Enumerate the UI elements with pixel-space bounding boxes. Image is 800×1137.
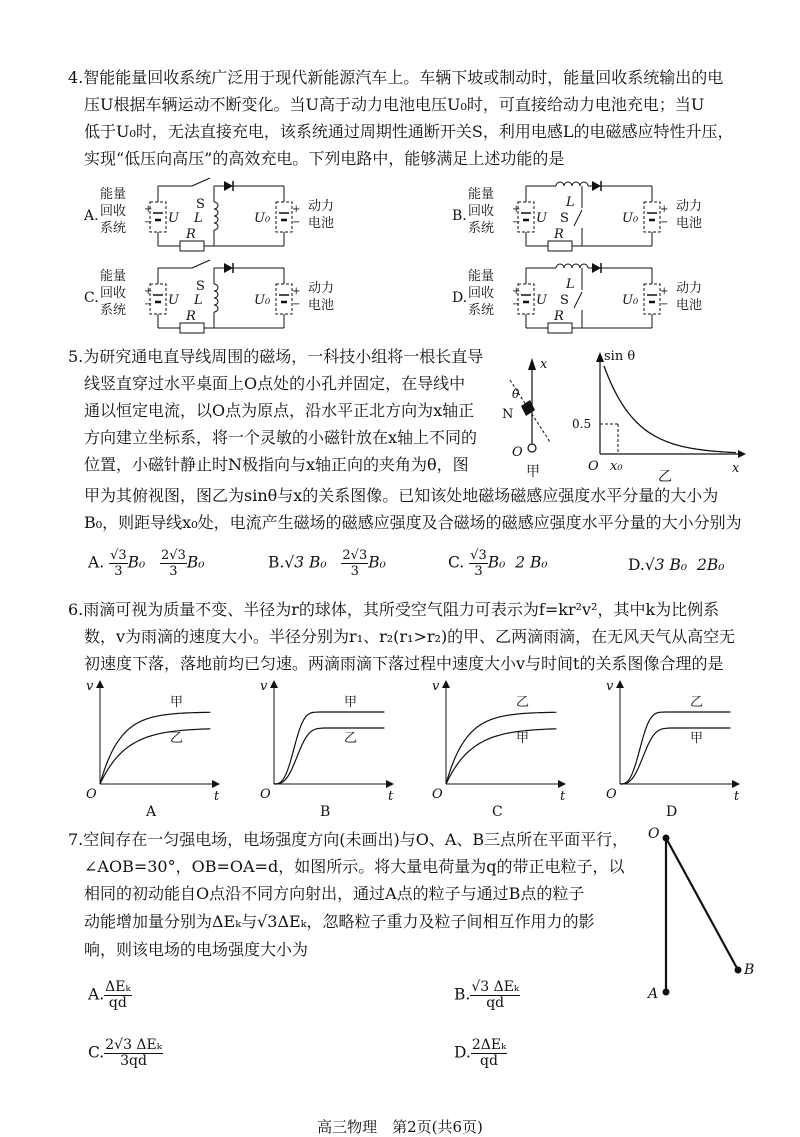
battery-label-0: 动力 (308, 199, 335, 214)
source-label-0: 能量 (100, 187, 127, 202)
q7-point-o (663, 835, 670, 842)
q5-option-a: A. $\frac{√3}{3}$ B₀ $\frac{2√3}{3}$ B₀ (88, 548, 205, 579)
source-minus: − (512, 299, 521, 310)
yi-y-label: sin θ (604, 349, 636, 364)
jia-theta-label: θ (512, 387, 520, 401)
q7-label-b: B (744, 962, 755, 978)
curve-label-bottom: 甲 (516, 731, 530, 746)
source-minus: − (144, 299, 153, 310)
source-box (150, 284, 166, 314)
battery-minus: − (660, 299, 669, 310)
graph-letter: A (146, 804, 157, 820)
v-axis-arrow (96, 680, 104, 688)
resistor (180, 323, 204, 333)
source-label-1: 回收 (468, 204, 495, 219)
switch-blade (192, 178, 210, 186)
q5-option-c: C. $\frac{√3}{3}$ B₀ 2 B₀ (448, 548, 548, 579)
resistor (548, 241, 572, 251)
battery-label-1: 电池 (308, 216, 335, 231)
v-axis-arrow (270, 680, 278, 688)
source-label-2: 系统 (100, 221, 127, 236)
source-plus: + (144, 204, 153, 215)
circuit-letter: A. (84, 208, 99, 224)
q5-option-b: B.√3 B₀ $\frac{2√3}{3}$ B₀ (268, 548, 386, 579)
battery-u0-label: U₀ (254, 293, 271, 308)
battery-u0-label: U₀ (254, 211, 271, 226)
source-u-label: U (168, 293, 179, 308)
source-u-label: U (168, 211, 179, 226)
q7-point-a (663, 989, 670, 996)
inductor (556, 264, 588, 268)
t-label: t (560, 789, 566, 804)
q7-line-1: 7.空间存在一匀强电场，电场强度方向(未画出)与O、A、B三点所在平面平行， (68, 830, 629, 849)
q4-line-3: 低于U₀时，无法直接充电，该系统通过周期性通断开关S，利用电感L的电磁感应特性升压， (84, 122, 734, 141)
circuit-option-b (452, 180, 722, 252)
switch-label: S (196, 197, 205, 212)
vt-curve-0 (274, 712, 384, 784)
curve-label-bottom: 乙 (170, 731, 184, 746)
circuit-option-c (84, 262, 344, 334)
inductor (556, 182, 588, 186)
battery-box (644, 284, 660, 314)
t-label: t (214, 789, 220, 804)
battery-u0-label: U₀ (622, 293, 639, 308)
q7-label-o: O (648, 826, 660, 842)
q6-graph-a (84, 680, 224, 820)
battery-label-0: 动力 (676, 281, 703, 296)
v-label: v (260, 679, 268, 694)
switch-blade (574, 292, 582, 308)
q4-line-4: 实现“低压向高压”的高效充电。下列电路中，能够满足上述功能的是 (84, 149, 565, 168)
inductor (214, 284, 218, 312)
source-label-0: 能量 (468, 269, 495, 284)
battery-minus: − (660, 217, 669, 228)
source-label-1: 回收 (100, 204, 127, 219)
q7-point-b (735, 967, 742, 974)
inductor (214, 202, 218, 230)
q7-line-4: 动能增加量分别为ΔEₖ与√3ΔEₖ，忽略粒子重力及粒子间相互作用力的影 (84, 912, 595, 931)
q6-line-3: 初速度下落，落地前均已匀速。两滴雨滴下落过程中速度大小v与时间t的关系图像合理的是 (84, 654, 724, 673)
q4-line-2: 压U根据车辆运动不断变化。当U高于动力电池电压U₀时，可直接给动力电池充电；当U (84, 95, 705, 114)
source-label-2: 系统 (468, 221, 495, 236)
q5-line-7: B₀，则距导线x₀处，电流产生磁场的磁感应强度及合磁场的磁感应强度水平分量的大小分别为 (84, 513, 742, 532)
vt-curve-0 (620, 712, 730, 784)
q5-option-a-frac2: $\frac{2√3}{3}$ (161, 548, 186, 579)
resistor-label: R (186, 227, 196, 242)
resistor-label: R (554, 227, 564, 242)
q7-option-b: B. $\frac{\text{√3 ΔEₖ}}{qd}$ (454, 979, 520, 1011)
source-u-label: U (536, 211, 547, 226)
curve-label-top: 甲 (170, 695, 184, 710)
vt-curve-1 (274, 728, 384, 784)
graph-letter: B (320, 804, 331, 820)
inductor-label: L (194, 211, 203, 226)
battery-plus: + (660, 204, 669, 215)
v-label: v (432, 679, 440, 694)
battery-label-0: 动力 (676, 199, 703, 214)
vt-curve-0 (446, 712, 556, 784)
vt-curve-1 (100, 729, 210, 784)
curve-label-top: 乙 (690, 695, 704, 710)
q5-line-4: 方向建立坐标系，将一个灵敏的小磁针放在x轴上不同的 (84, 428, 478, 447)
battery-box (276, 284, 292, 314)
jia-x-label: x (540, 357, 548, 372)
q5-line-3: 通以恒定电流，以O点为原点，沿水平正北方向为x轴正 (84, 401, 475, 420)
circuit-letter: C. (84, 290, 99, 306)
figure-yi-chart (570, 348, 750, 483)
q7-option-c: C. $\frac{\text{2√3 ΔEₖ}}{3qd}$ (88, 1037, 162, 1069)
circuit-option-d (452, 262, 722, 334)
origin-label: O (260, 787, 271, 802)
source-box (518, 284, 534, 314)
resistor-label: R (186, 309, 196, 324)
inductor-label: L (566, 277, 575, 292)
page-footer: 高三物理 第2页(共6页) (317, 1118, 483, 1136)
battery-plus: + (660, 286, 669, 297)
q6-line-1: 6.雨滴可视为质量不变、半径为r的球体，其所受空气阻力可表示为f=kr²v²，其中k为比例系 (68, 600, 720, 619)
v-axis-arrow (616, 680, 624, 688)
t-axis-arrow (732, 780, 740, 788)
resistor (548, 323, 572, 333)
battery-u0-label: U₀ (622, 211, 639, 226)
jia-o-label: O (512, 445, 523, 460)
switch-label: S (560, 293, 569, 308)
q7-figure (640, 824, 770, 1004)
yi-x-label: x (732, 461, 740, 476)
q7-segment-ob (666, 838, 738, 970)
q5-line-1: 5.为研究通电直导线周围的磁场，一科技小组将一根长直导 (68, 347, 484, 366)
q7-option-d: D. $\frac{\text{2ΔEₖ}}{qd}$ (454, 1037, 507, 1069)
switch-blade (574, 210, 582, 226)
battery-label-1: 电池 (308, 298, 335, 313)
battery-plus: + (292, 204, 301, 215)
q6-line-2: 数，v为雨滴的速度大小。半径分别为r₁、r₂(r₁>r₂)的甲、乙两滴雨滴，在无风天气从高空无 (84, 627, 736, 646)
q5-option-d: D.√3 B₀ 2B₀ (628, 556, 725, 574)
q5-option-a-letter: A. (88, 553, 105, 572)
q5-option-c-frac: $\frac{√3}{3}$ (470, 548, 487, 579)
v-label: v (86, 679, 94, 694)
vt-curve-0 (100, 712, 210, 784)
diode (224, 263, 233, 273)
vt-curve-1 (620, 728, 730, 784)
q5-line-5: 位置，小磁针静止时N极指向与x轴正向的夹角为θ，图 (84, 455, 469, 474)
v-label: v (606, 679, 614, 694)
source-box (150, 202, 166, 232)
q5-line-6: 甲为其俯视图，图乙为sinθ与x的关系图像。已知该处地磁场磁感应强度水平分量的大小为 (84, 486, 719, 505)
source-plus: + (512, 204, 521, 215)
graph-letter: C (492, 804, 503, 820)
t-label: t (734, 789, 740, 804)
switch-label: S (196, 279, 205, 294)
circuit-letter: D. (452, 290, 468, 306)
yi-tick-05: 0.5 (572, 417, 592, 431)
circuit-letter: B. (452, 208, 467, 224)
jia-origin-hole (528, 444, 536, 452)
v-axis-arrow (442, 680, 450, 688)
battery-minus: − (292, 217, 301, 228)
battery-box (276, 202, 292, 232)
q7-line-2: ∠AOB=30°，OB=OA=d，如图所示。将大量电荷量为q的带正电粒子，以 (84, 857, 625, 876)
switch-blade (192, 260, 210, 268)
source-plus: + (144, 286, 153, 297)
t-axis-arrow (558, 780, 566, 788)
graph-letter: D (666, 804, 678, 820)
q5-line-2: 线竖直穿过水平桌面上O点处的小孔并固定，在导线中 (84, 374, 466, 393)
battery-label-0: 动力 (308, 281, 335, 296)
q7-line-3: 相同的初动能自O点沿不同方向射出，通过A点的粒子与通过B点的粒子 (84, 884, 585, 903)
diode (592, 263, 601, 273)
source-label-0: 能量 (468, 187, 495, 202)
yi-x0-label: x₀ (610, 459, 623, 474)
curve-label-top: 甲 (344, 695, 358, 710)
inductor-label: L (566, 195, 575, 210)
curve-label-top: 乙 (516, 695, 530, 710)
diode (224, 181, 233, 191)
q7-line-5: 响，则该电场的电场强度大小为 (84, 940, 309, 959)
source-plus: + (512, 286, 521, 297)
circuit-option-a (84, 180, 344, 252)
yi-curve (604, 366, 736, 453)
origin-label: O (432, 787, 443, 802)
source-label-2: 系统 (468, 303, 495, 318)
q7-option-a: A. $\frac{\text{ΔEₖ}}{qd}$ (88, 979, 131, 1011)
curve-label-bottom: 甲 (690, 731, 704, 746)
t-axis-arrow (212, 780, 220, 788)
battery-label-1: 电池 (676, 298, 703, 313)
origin-label: O (86, 787, 97, 802)
inductor-label: L (194, 293, 203, 308)
source-minus: − (144, 217, 153, 228)
source-u-label: U (536, 293, 547, 308)
yi-o-label: O (588, 459, 599, 474)
source-box (518, 202, 534, 232)
q6-graph-c (430, 680, 570, 820)
source-label-1: 回收 (468, 286, 495, 301)
source-label-0: 能量 (100, 269, 127, 284)
figure-jia (500, 352, 570, 482)
q6-graph-d (604, 680, 744, 820)
jia-caption: 甲 (526, 464, 540, 480)
battery-minus: − (292, 299, 301, 310)
source-label-2: 系统 (100, 303, 127, 318)
switch-label: S (560, 211, 569, 226)
t-label: t (388, 789, 394, 804)
resistor (180, 241, 204, 251)
battery-box (644, 202, 660, 232)
diode (592, 181, 601, 191)
q5-option-b-frac: $\frac{2√3}{3}$ (342, 548, 368, 579)
curve-label-bottom: 乙 (344, 731, 358, 746)
q4-line-1: 4.智能能量回收系统广泛用于现代新能源汽车上。车辆下坡或制动时，能量回收系统输出的电 (68, 68, 724, 87)
resistor-label: R (554, 309, 564, 324)
q7-label-a: A (648, 986, 659, 1002)
q5-option-a-frac1: $\frac{√3}{3}$ (110, 548, 127, 579)
t-axis-arrow (386, 780, 394, 788)
battery-label-1: 电池 (676, 216, 703, 231)
battery-plus: + (292, 286, 301, 297)
vt-curve-1 (446, 729, 556, 784)
origin-label: O (606, 787, 617, 802)
jia-n-label: N (502, 407, 514, 422)
q6-graph-b (258, 680, 398, 820)
source-minus: − (512, 217, 521, 228)
source-label-1: 回收 (100, 286, 127, 301)
yi-caption: 乙 (658, 469, 672, 485)
